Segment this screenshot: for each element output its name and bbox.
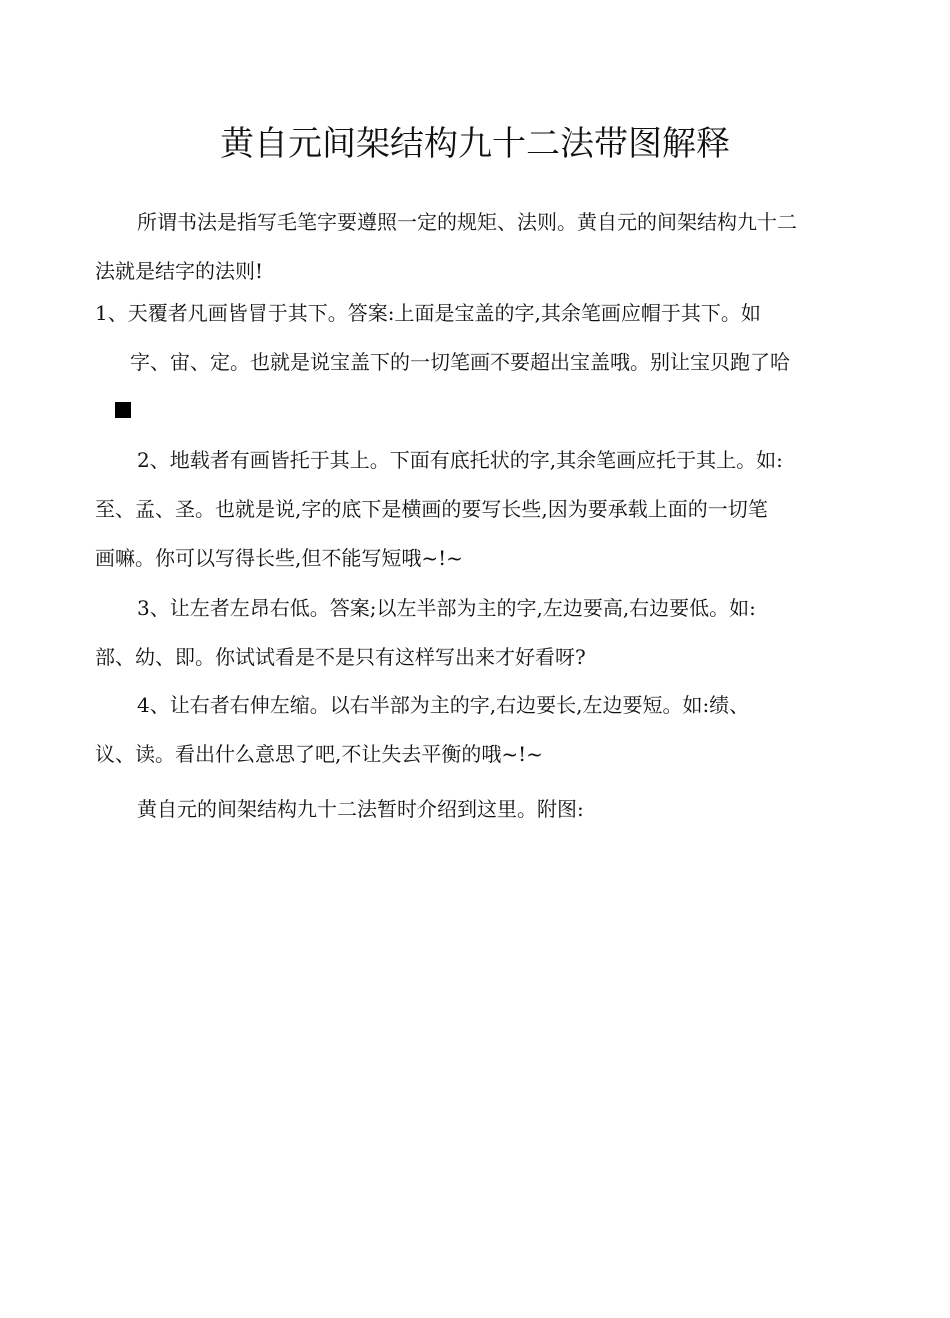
rule-1-line-1: 1、天覆者凡画皆冒于其下。答案:上面是宝盖的字,其余笔画应帽于其下。如 — [95, 301, 761, 325]
rule-3-paragraph — [95, 584, 865, 682]
intro-line-2: 法就是结字的法则! — [95, 259, 264, 283]
rule-2-line-3: 画嘛。你可以写得长些,但不能写短哦~!~ — [95, 546, 463, 570]
rule-2-line-2: 至、孟、圣。也就是说,字的底下是横画的要写长些,因为要承载上面的一切笔 — [95, 497, 768, 521]
rule-3-line-2: 部、幼、即。你试试看是不是只有这样写出来才好看呀? — [95, 645, 586, 669]
square-bullet-icon — [115, 402, 131, 418]
rule-1-line-2: 字、宙、定。也就是说宝盖下的一切笔画不要超出宝盖哦。别让宝贝跑了哈 — [130, 350, 790, 374]
rule-3-line-1: 3、让左者左昂右低。答案;以左半部为主的字,左边要高,右边要低。如: — [137, 596, 756, 620]
rule-4-line-1: 4、让右者右伸左缩。以右半部为主的字,右边要长,左边要短。如:绩、 — [137, 693, 750, 717]
rule-2-paragraph — [95, 436, 865, 583]
rule-4-paragraph — [95, 681, 865, 779]
rule-1-paragraph — [95, 289, 865, 387]
intro-paragraph — [95, 198, 865, 296]
document-title: 黄自元间架结构九十二法带图解释 — [220, 124, 730, 164]
closing-line: 黄自元的间架结构九十二法暂时介绍到这里。附图: — [137, 797, 584, 821]
rule-4-line-2: 议、读。看出什么意思了吧,不让失去平衡的哦~!~ — [95, 742, 543, 766]
closing-paragraph — [95, 785, 865, 834]
intro-line-1: 所谓书法是指写毛笔字要遵照一定的规矩、法则。黄自元的间架结构九十二 — [137, 210, 797, 234]
rule-2-line-1: 2、地载者有画皆托于其上。下面有底托状的字,其余笔画应托于其上。如: — [137, 448, 783, 472]
